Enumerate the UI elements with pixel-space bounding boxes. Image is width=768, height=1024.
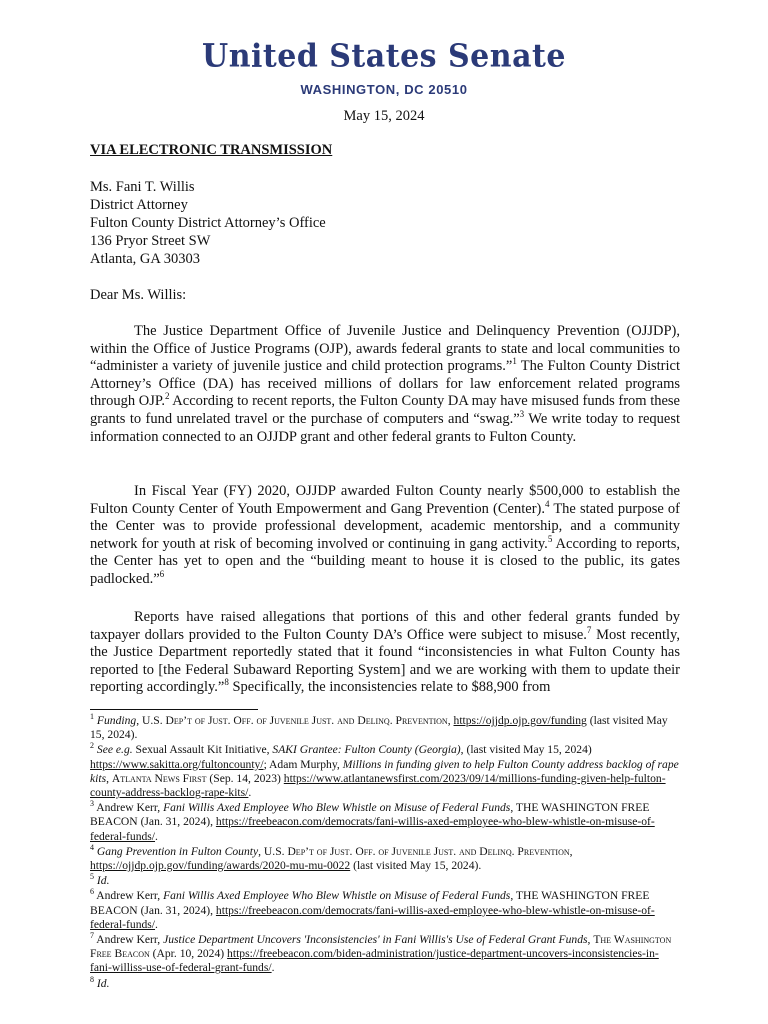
letterhead-location: WASHINGTON, DC 20510 — [300, 82, 468, 97]
salutation: Dear Ms. Willis: — [90, 287, 187, 303]
footnote-text: Andrew Kerr, — [96, 801, 164, 815]
p1-text-b: The Fulton County District Attorney’s Office (DA) has received millions of dollars for law enforcement related programs through OJP. — [90, 358, 680, 410]
footnote-link[interactable]: https://freebeacon.com/biden-administration/justice-department-uncovers-inconsistencies-in-fani-williss-use-of-federal-grant-funds/ — [90, 947, 659, 975]
recipient-office: Fulton County District Attorney’s Office — [90, 215, 326, 231]
footnote-text: Andrew Kerr, — [96, 889, 164, 903]
footnotes — [90, 714, 680, 992]
footnote-6 — [90, 889, 680, 932]
p3-text-a: Reports have raised allegations that portions of this and other federal grants funded by taxpayer dollars provided to the Fulton County DA’s Office were subject to misuse. — [90, 609, 680, 643]
footnote-4 — [90, 842, 680, 873]
p2-text-a: In Fiscal Year (FY) 2020, OJJDP awarded Fulton County nearly $500,000 to establish the Fulton County Center of Youth Empowerment and Gang Prevention (Center). — [90, 483, 680, 517]
footnote-7 — [90, 933, 680, 976]
recipient-position: District Attorney — [90, 197, 188, 213]
footnote-link[interactable]: https://freebeacon.com/democrats/fani-willis-axed-employee-who-blew-whistle-on-misuse-of-federal-funds/ — [90, 815, 655, 843]
footnote-1 — [90, 714, 680, 742]
footnote-title: Millions in funding given to help Fulton County address backlog of rape kits — [90, 757, 679, 785]
p3-text-c: Specifically, the inconsistencies relate to $88,900 from — [228, 679, 551, 696]
footnote-publication: Atlanta News First — [111, 771, 207, 785]
footnote-number: 7 — [90, 931, 94, 941]
footnote-publication: The Washington Free Beacon — [90, 933, 672, 961]
footnote-text: ; Adam Murphy, — [263, 757, 343, 771]
footnote-text: . — [248, 786, 252, 800]
footnote-number: 4 — [90, 842, 94, 852]
p2-text-c: According to reports, the Center has yet to open and the “building meant to house it is closed to the public, its gates padlocked.” — [90, 535, 680, 587]
footnote-ref-2: 2 — [164, 391, 170, 402]
footnote-title: Fani Willis Axed Employee Who Blew Whistle on Misuse of Federal Funds — [163, 889, 511, 903]
footnote-ref-3: 3 — [519, 409, 525, 420]
letter-date: May 15, 2024 — [343, 108, 425, 124]
footnote-title: Justice Department Uncovers 'Inconsistencies' in Fani Willis's Use of Federal Grant Funds — [163, 933, 588, 947]
footnote-5 — [90, 874, 680, 888]
footnote-text: . — [271, 961, 275, 975]
footnote-ref-8: 8 — [224, 677, 229, 688]
body-paragraph-1 — [90, 323, 680, 446]
p3-text-b: Most recently, the Justice Department reportedly stated that it found “inconsistencies in what Fulton County has reported to [the Federal Subaward Reporting System] and we are working with them to update their reporting accordingly.” — [90, 626, 680, 696]
footnote-ref-4: 4 — [544, 498, 550, 509]
footnote-title: SAKI Grantee: Fulton County (Georgia) — [272, 743, 461, 757]
footnote-number: 1 — [90, 712, 94, 722]
footnote-link[interactable]: https://freebeacon.com/democrats/fani-willis-axed-employee-who-blew-whistle-on-misuse-of-federal-funds/ — [90, 903, 655, 931]
footnote-text: , — [587, 933, 594, 947]
footnote-number: 5 — [90, 872, 94, 882]
recipient-address — [90, 178, 326, 268]
footnote-ref-5: 5 — [547, 533, 553, 544]
body-paragraph-2 — [90, 483, 680, 589]
footnote-text: . — [155, 917, 158, 931]
footnote-number: 8 — [90, 974, 94, 984]
footnote-number: 3 — [90, 799, 94, 809]
footnote-signal: See e.g. — [96, 743, 133, 757]
recipient-street: 136 Pryor Street SW — [90, 233, 211, 249]
footnote-link[interactable]: https://ojjdp.ojp.gov/funding — [453, 714, 587, 727]
footnote-number: 6 — [90, 887, 94, 897]
recipient-name: Ms. Fani T. Willis — [90, 179, 195, 195]
footnote-text: , — [106, 771, 112, 785]
footnote-link[interactable]: https://ojjdp.ojp.gov/funding/awards/2020-mu-mu-0022 — [90, 859, 351, 873]
footnote-tail: (last visited May 15, 2024). — [90, 714, 668, 742]
p1-text-d: We write today to request information connected to an OJJDP grant and other federal grants to Fulton County. — [90, 410, 680, 445]
footnote-title: Fani Willis Axed Employee Who Blew Whistle on Misuse of Federal Funds — [163, 801, 511, 815]
footnote-ref-1: 1 — [512, 356, 517, 367]
p2-text-b: The stated purpose of the Center was to provide professional development, academic mentorship, and a community network for youth at risk of becoming involved or continuing in gang activity. — [90, 500, 680, 552]
footnote-text: Id. — [96, 976, 110, 990]
footnote-tail: (last visited May 15, 2024). — [350, 859, 482, 873]
footnote-2 — [90, 743, 680, 800]
footnote-source: , U.S. Dep’t of Just. Off. of Juvenile Just. and Delinq. Prevention, — [258, 844, 573, 858]
footnote-title: Funding — [96, 714, 137, 727]
transmission-method: VIA ELECTRONIC TRANSMISSION — [90, 142, 333, 158]
footnote-3 — [90, 801, 680, 844]
p1-text-a: The Justice Department Office of Juvenile Justice and Delinquency Prevention (OJJDP), within the Office of Justice Programs (OJP), awards federal grants to state and local communities to “administer a variety of juvenile justice and child protection programs.” — [90, 323, 680, 375]
footnote-text: (Sep. 14, 2023) — [206, 771, 284, 785]
footnote-source: , U.S. Dep’t of Just. Off. of Juvenile Just. and Delinq. Prevention, — [136, 714, 454, 727]
body-paragraph-3 — [90, 609, 680, 697]
footnote-text: (Apr. 10, 2024) — [149, 947, 228, 961]
footnote-8 — [90, 974, 680, 991]
footnote-text: . — [155, 829, 158, 843]
footnote-link[interactable]: https://www.atlantanewsfirst.com/2023/09/14/millions-funding-given-help-fulton-county-address-backlog-rape-kits/ — [90, 771, 666, 800]
footnote-title: Gang Prevention in Fulton County — [96, 844, 259, 858]
letterhead-title: United States Senate — [202, 38, 566, 75]
recipient-city: Atlanta, GA 30303 — [90, 251, 200, 267]
footnote-ref-6: 6 — [159, 569, 165, 580]
footnote-text: Andrew Kerr, — [96, 933, 164, 947]
footnote-ref-7: 7 — [586, 624, 592, 635]
letterhead — [0, 40, 768, 97]
footnote-text: , (last visited May 15, 2024) — [460, 743, 592, 757]
footnote-divider — [90, 709, 258, 710]
footnote-text: , THE WASHINGTON FREE BEACON (Jan. 31, 2024), — [90, 801, 650, 829]
footnote-number: 2 — [90, 741, 94, 751]
footnote-link[interactable]: https://www.sakitta.org/fultoncounty/ — [90, 757, 264, 771]
footnote-text: Sexual Assault Kit Initiative, — [132, 743, 273, 757]
footnote-text: Id. — [96, 874, 110, 888]
footnote-text: , THE WASHINGTON FREE BEACON (Jan. 31, 2024), — [90, 889, 650, 917]
p1-text-c: According to recent reports, the Fulton County DA may have misused funds from these grants to fund unrelated travel or the purchase of computers and “swag.” — [90, 393, 680, 427]
